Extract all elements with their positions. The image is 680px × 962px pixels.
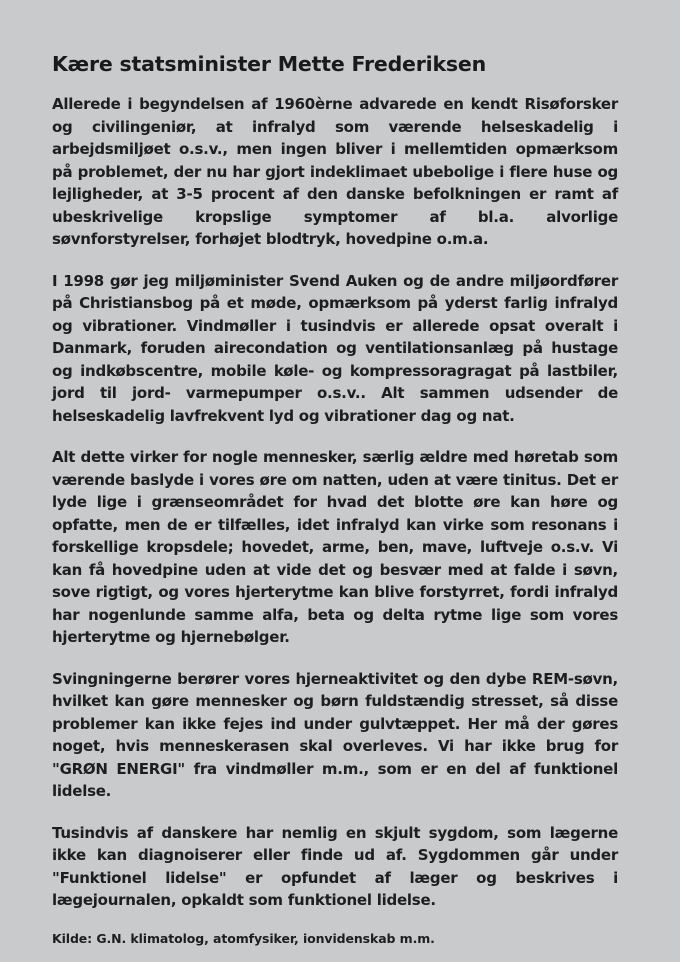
- paragraph-5: Tusindvis af danskere har nemlig en skjult sygdom, som lægerne ikke kan diagnoiserer eller finde ud af. Sygdommen går under "Funktionel lidelse" er opfundet af læger og beskrives i lægejournalen, opkaldt som funktionel lidelse.: [52, 823, 618, 909]
- paragraph-1: Allerede i begyndelsen af 1960èrne advarede en kendt Risøforsker og civilingeniør, at infralyd som værende helseskadelig i arbejdsmiljøet o.s.v., men ingen bliver i mellemtiden opmærksom på problemet, der nu har gjort indeklimaet ubebolige i flere huse og lejligheder, at 3-5 procent af den danske befolkningen er ramt af ubeskrivelige kropslige symptomer af bl.a. alvorlige søvnforstyrelser, forhøjet blodtryk, hovedpine o.m.a.: [52, 95, 618, 248]
- paragraph-2: I 1998 gør jeg miljøminister Svend Auken og de andre miljøordfører på Christiansbog på et møde, opmærksom på yderst farlig infralyd og vibrationer. Vindmøller i tusindvis er allerede opsat overalt i Danmark, foruden airecondation og ventilationsanlæg på hustage og indkøbscentre, mobile køle- og kompressoragragat på lastbiler, jord til jord- varmepumper o.s.v.. Alt sammen udsender de helseskadelig lavfrekvent lyd og vibrationer dag og nat.: [52, 271, 618, 425]
- source-line: Kilde: G.N. klimatolog, atomfysiker, ionvidenskab m.m.: [52, 930, 435, 946]
- paragraph-4: Svingningerne berører vores hjerneaktivitet og den dybe REM-søvn, hvilket kan gøre mennesker og børn fuldstændig stresset, så disse problemer kan ikke fejes ind under gulvtæppet. Her må der gøres noget, hvis menneskerasen skal overleves. Vi har ikke brug for "GRØN ENERGI" fra vindmøller m.m., som er en del af funktionel lidelse.: [52, 669, 618, 800]
- letter-title: Kære statsminister Mette Frederiksen: [52, 52, 487, 76]
- letter-page: [52, 52, 618, 946]
- paragraph-3: Alt dette virker for nogle mennesker, særlig ældre med høretab som værende baslyde i vores øre om natten, uden at være tinitus. Det er lyde lige i grænseområdet for hvad det blotte øre kan høre og opfatte, men de er tilfælles, idet infralyd kan virke som resonans i forskellige kropsdele; hovedet, arme, ben, mave, luftveje o.s.v. Vi kan få hovedpine uden at vide det og besvær med at falde i søvn, sove rigtigt, og vores hjerterytme kan blive forstyrret, fordi infralyd har nogenlunde samme alfa, beta og delta rytme lige som vores hjerterytme og hjernebølger.: [52, 448, 618, 646]
